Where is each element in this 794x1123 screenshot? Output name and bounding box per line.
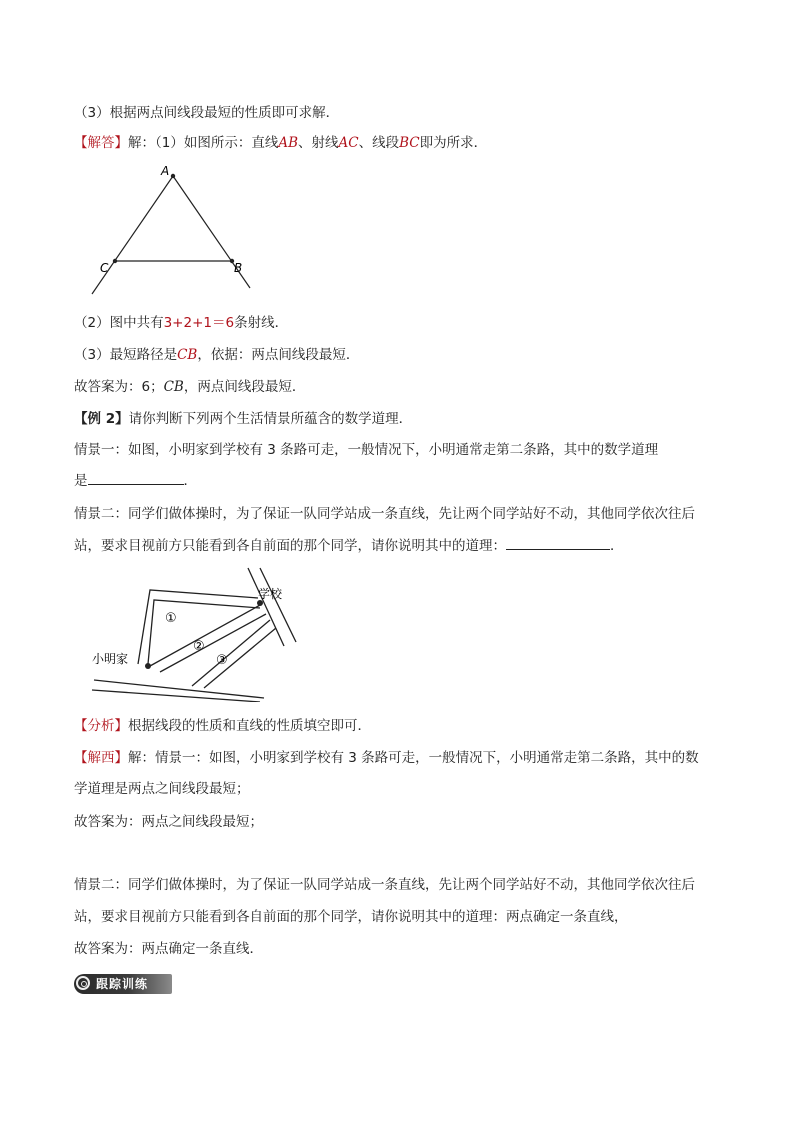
final1-lead: 故答案为：6； xyxy=(74,379,164,395)
answer-sep2: 、线段 xyxy=(358,135,400,151)
follow-up-training-badge xyxy=(74,974,172,994)
scene-1-line-2 xyxy=(74,472,197,490)
scene-1-line-1: 情景一：如图，小明家到学校有 3 条路可走，一般情况下，小明通常走第二条路，其中的数学道理 xyxy=(74,442,659,458)
scene-2-suffix: ． xyxy=(610,538,624,554)
label-c: C xyxy=(100,261,109,275)
solution-line-3: 故答案为：两点之间线段最短； xyxy=(74,814,263,830)
road-bottom-lower xyxy=(92,690,260,702)
answer-tail: 即为所求． xyxy=(419,135,488,151)
answer-3-cb: CB xyxy=(177,347,198,363)
school-label: 学校 xyxy=(258,587,283,601)
ray-ac-label: AC xyxy=(338,135,359,151)
answer-2-tail: 条射线． xyxy=(234,315,289,331)
answer-3-lead: （3）最短路径是 xyxy=(74,347,178,363)
ray-ac xyxy=(92,176,173,294)
answer-sep1: 、射线 xyxy=(298,135,339,151)
triangle-figure xyxy=(80,160,270,300)
answer-3-line xyxy=(74,346,359,364)
answer-1-line xyxy=(74,134,487,152)
route-1-outer xyxy=(148,600,260,664)
home-label: 小明家 xyxy=(92,652,129,666)
analysis-tag: 【分析】 xyxy=(74,718,128,734)
answer-2-lead: （2）图中共有 xyxy=(74,315,164,331)
answer-tag: 【解答】 xyxy=(74,135,128,151)
example-2-heading xyxy=(74,410,412,428)
badge-label: 跟踪训练 xyxy=(96,977,149,991)
analysis-line xyxy=(74,717,371,735)
line-ab-label: AB xyxy=(278,135,299,151)
scene-2-line-1: 情景二：同学们做体操时，为了保证一队同学站成一条直线，先让两个同学站好不动，其他同学依次往后 xyxy=(74,506,695,522)
final1-cb: CB xyxy=(163,379,184,395)
analysis-text: 根据线段的性质和直线的性质填空即可． xyxy=(128,718,371,734)
solution-text-1: 解：情景一：如图，小明家到学校有 3 条路可走，一般情况下，小明通常走第二条路，其中的数 xyxy=(128,750,699,766)
scene-2-prefix: 站，要求目视前方只能看到各自前面的那个同学，请你说明其中的道理： xyxy=(74,538,506,554)
solution-line-1 xyxy=(74,749,699,767)
scene-2-line-2 xyxy=(74,537,624,555)
route-3-marker: ③ xyxy=(216,653,228,668)
route-map-figure xyxy=(88,562,300,702)
solution-line-6: 故答案为：两点确定一条直线． xyxy=(74,941,263,957)
route-1-marker: ① xyxy=(165,611,177,626)
example-2-tag: 【例 2】 xyxy=(74,411,129,427)
point-c xyxy=(113,259,117,263)
label-a: A xyxy=(161,164,170,178)
example-2-text: 请你判断下列两个生活情景所蕴含的数学道理． xyxy=(128,411,413,427)
road-bottom-upper xyxy=(94,680,264,698)
scene-2-answer-blank[interactable] xyxy=(506,537,610,550)
solution-line-5: 站，要求目视前方只能看到各自前面的那个同学，请你说明其中的道理：两点确定一条直线， xyxy=(74,909,628,925)
route-2-marker: ② xyxy=(193,639,205,654)
scene-1-prefix: 是 xyxy=(74,473,88,489)
home-point xyxy=(145,663,151,669)
answer-3-tail: ，依据：两点间线段最短． xyxy=(197,347,360,363)
point-a xyxy=(171,174,175,178)
scene-1-answer-blank[interactable] xyxy=(88,472,184,485)
final-answer-1 xyxy=(74,378,305,396)
answer-lead: 解：（1）如图所示：直线 xyxy=(128,135,279,151)
part3-hint: （3）根据两点间线段最短的性质即可求解． xyxy=(74,105,340,121)
solution-tag: 【解西】 xyxy=(74,750,128,766)
final1-tail: ，两点间线段最短． xyxy=(183,379,306,395)
segment-bc-label: BC xyxy=(399,135,420,151)
solution-line-2: 学道理是两点之间线段最短； xyxy=(74,781,250,797)
target-icon xyxy=(76,976,90,990)
solution-line-4: 情景二：同学们做体操时，为了保证一队同学站成一条直线，先让两个同学站好不动，其他同学依次往后 xyxy=(74,877,695,893)
answer-2-line xyxy=(74,314,288,332)
scene-1-suffix: ． xyxy=(183,473,197,489)
label-b: B xyxy=(234,261,243,275)
route-3-b xyxy=(204,628,276,688)
answer-2-expr: 3+2+1＝6 xyxy=(163,315,235,331)
